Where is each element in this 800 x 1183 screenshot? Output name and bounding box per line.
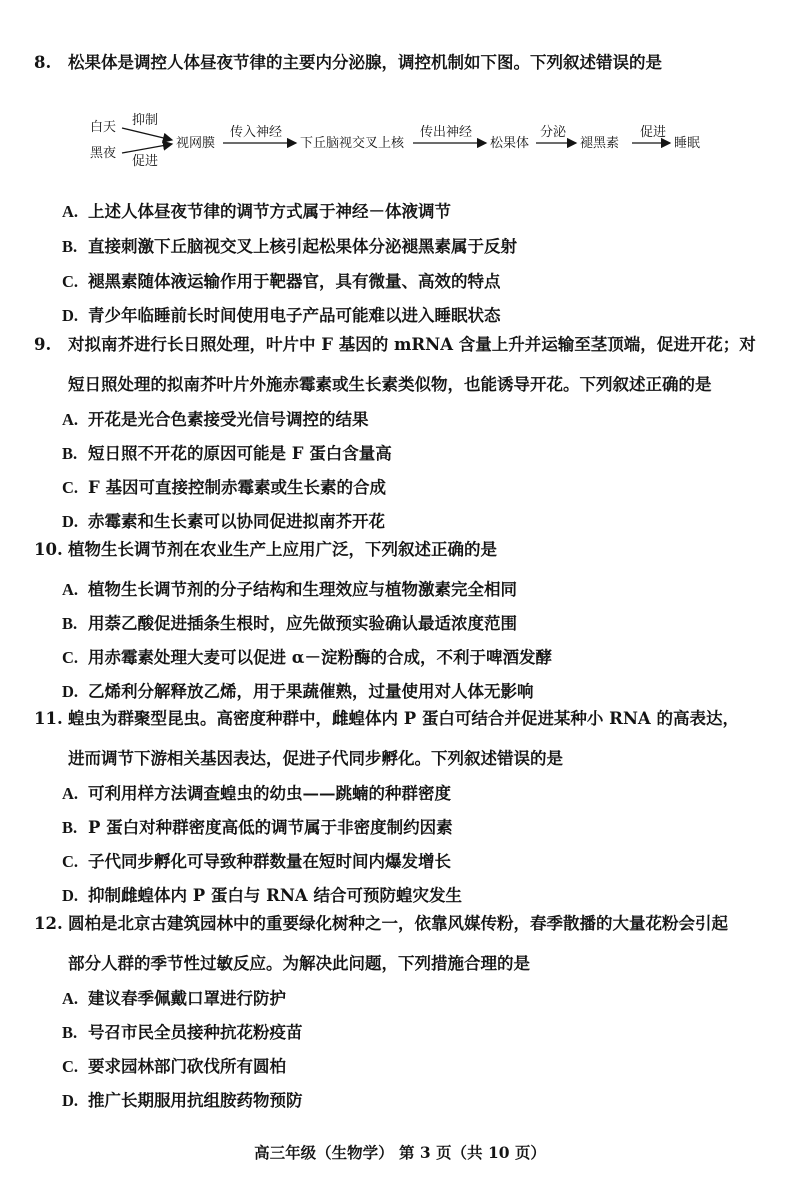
inhibit-arrow bbox=[122, 128, 172, 140]
option-label: B. bbox=[62, 614, 78, 633]
question-11-option-d[interactable] bbox=[62, 882, 462, 906]
option-text: 要求园林部门砍伐所有圆柏 bbox=[88, 1057, 286, 1076]
option-text: 短日照不开花的原因可能是 F 蛋白含量高 bbox=[88, 444, 392, 463]
question-10-option-b[interactable] bbox=[62, 610, 517, 634]
promote-label: 促进 bbox=[132, 154, 159, 169]
option-label: A. bbox=[62, 784, 79, 803]
question-12-option-d[interactable] bbox=[62, 1087, 303, 1111]
option-text: 建议春季佩戴口罩进行防护 bbox=[88, 989, 286, 1008]
daytime-label: 白天 bbox=[90, 120, 117, 135]
question-11-option-a[interactable] bbox=[62, 780, 451, 804]
option-text: 可利用样方法调查蝗虫的幼虫——跳蝻的种群密度 bbox=[88, 784, 451, 803]
option-label: D. bbox=[62, 682, 79, 701]
option-label: B. bbox=[62, 237, 78, 256]
option-label: B. bbox=[62, 444, 78, 463]
promote-arrow bbox=[122, 144, 172, 153]
option-text: P 蛋白对种群密度高低的调节属于非密度制约因素 bbox=[88, 818, 453, 837]
promote-sleep-label: 促进 bbox=[640, 125, 667, 140]
question-number: 8. bbox=[34, 53, 52, 72]
option-text: 植物生长调节剂的分子结构和生理效应与植物激素完全相同 bbox=[88, 580, 517, 599]
option-label: A. bbox=[62, 410, 79, 429]
question-11-option-b[interactable] bbox=[62, 814, 453, 838]
question-12-option-a[interactable] bbox=[62, 985, 286, 1009]
option-text: 开花是光合色素接受光信号调控的结果 bbox=[88, 410, 369, 429]
inhibit-label: 抑制 bbox=[132, 113, 159, 128]
question-9-option-b[interactable] bbox=[62, 440, 392, 464]
option-label: C. bbox=[62, 1057, 79, 1076]
question-12-stem-continued: 部分人群的季节性过敏反应。为解决此问题，下列措施合理的是 bbox=[68, 954, 530, 973]
option-label: C. bbox=[62, 648, 79, 667]
question-number: 12. bbox=[34, 914, 63, 933]
option-text: 褪黑素随体液运输作用于靶器官，具有微量、高效的特点 bbox=[88, 272, 501, 291]
secrete-label: 分泌 bbox=[540, 125, 567, 140]
question-12-stem bbox=[34, 916, 764, 933]
question-number: 11. bbox=[34, 709, 63, 728]
question-text: 对拟南芥进行长日照处理，叶片中 F 基因的 mRNA 含量上升并运输至茎顶端，促进开花；对 bbox=[68, 335, 756, 354]
question-text: 松果体是调控人体昼夜节律的主要内分泌腺，调控机制如下图。下列叙述错误的是 bbox=[68, 53, 662, 72]
question-10-option-a[interactable] bbox=[62, 576, 517, 600]
question-text: 蝗虫为群聚型昆虫。高密度种群中，雌蝗体内 P 蛋白可结合并促进某种小 RNA 的高表达， bbox=[68, 709, 739, 728]
pineal-regulation-diagram bbox=[80, 112, 720, 172]
scn-node: 下丘脑视交叉上核 bbox=[300, 136, 405, 151]
question-8-option-b[interactable] bbox=[62, 233, 517, 257]
option-label: D. bbox=[62, 1091, 79, 1110]
question-9-option-a[interactable] bbox=[62, 406, 369, 430]
option-text: 抑制雌蝗体内 P 蛋白与 RNA 结合可预防蝗灾发生 bbox=[88, 886, 462, 905]
option-text: 推广长期服用抗组胺药物预防 bbox=[88, 1091, 303, 1110]
option-label: A. bbox=[62, 989, 79, 1008]
question-9-option-c[interactable] bbox=[62, 474, 386, 498]
option-text: F 基因可直接控制赤霉素或生长素的合成 bbox=[88, 478, 386, 497]
option-label: D. bbox=[62, 306, 79, 325]
question-12-option-c[interactable] bbox=[62, 1053, 286, 1077]
page-footer: 高三年级（生物学） 第 3 页（共 10 页） bbox=[254, 1143, 546, 1162]
option-text: 用赤霉素处理大麦可以促进 α－淀粉酶的合成，不利于啤酒发酵 bbox=[88, 648, 552, 667]
option-label: C. bbox=[62, 852, 79, 871]
pineal-node: 松果体 bbox=[490, 136, 530, 151]
option-text: 赤霉素和生长素可以协同促进拟南芥开花 bbox=[88, 512, 385, 531]
option-text: 号召市民全员接种抗花粉疫苗 bbox=[88, 1023, 303, 1042]
option-text: 子代同步孵化可导致种群数量在短时间内爆发增长 bbox=[88, 852, 451, 871]
option-label: B. bbox=[62, 818, 78, 837]
sleep-node: 睡眠 bbox=[674, 136, 701, 151]
question-10-stem bbox=[34, 542, 764, 559]
question-8-option-a[interactable] bbox=[62, 198, 451, 222]
option-label: C. bbox=[62, 478, 79, 497]
question-11-stem-continued: 进而调节下游相关基因表达，促进子代同步孵化。下列叙述错误的是 bbox=[68, 749, 563, 768]
option-label: A. bbox=[62, 580, 79, 599]
option-text: 乙烯利分解释放乙烯，用于果蔬催熟，过量使用对人体无影响 bbox=[88, 682, 534, 701]
retina-node: 视网膜 bbox=[176, 136, 216, 151]
question-12-option-b[interactable] bbox=[62, 1019, 303, 1043]
question-9-stem bbox=[34, 337, 764, 354]
afferent-nerve-label: 传入神经 bbox=[230, 125, 283, 140]
question-number: 9. bbox=[34, 335, 52, 354]
option-text: 青少年临睡前长时间使用电子产品可能难以进入睡眠状态 bbox=[88, 306, 501, 325]
option-text: 直接刺激下丘脑视交叉上核引起松果体分泌褪黑素属于反射 bbox=[88, 237, 517, 256]
question-11-stem bbox=[34, 711, 764, 728]
option-label: A. bbox=[62, 202, 79, 221]
question-8-option-c[interactable] bbox=[62, 268, 501, 292]
option-text: 用萘乙酸促进插条生根时，应先做预实验确认最适浓度范围 bbox=[88, 614, 517, 633]
question-10-option-d[interactable] bbox=[62, 678, 534, 702]
efferent-nerve-label: 传出神经 bbox=[420, 125, 473, 140]
option-label: D. bbox=[62, 886, 79, 905]
question-9-stem-continued: 短日照处理的拟南芥叶片外施赤霉素或生长素类似物，也能诱导开花。下列叙述正确的是 bbox=[68, 375, 712, 394]
question-number: 10. bbox=[34, 540, 63, 559]
question-8-option-d[interactable] bbox=[62, 302, 501, 326]
option-label: C. bbox=[62, 272, 79, 291]
question-text: 植物生长调节剂在农业生产上应用广泛，下列叙述正确的是 bbox=[68, 540, 497, 559]
question-11-option-c[interactable] bbox=[62, 848, 451, 872]
question-10-option-c[interactable] bbox=[62, 644, 552, 668]
melatonin-node: 褪黑素 bbox=[580, 136, 620, 151]
question-8-stem bbox=[34, 55, 764, 72]
question-text: 圆柏是北京古建筑园林中的重要绿化树种之一，依靠风媒传粉，春季散播的大量花粉会引起 bbox=[68, 914, 728, 933]
question-9-option-d[interactable] bbox=[62, 508, 385, 532]
option-text: 上述人体昼夜节律的调节方式属于神经－体液调节 bbox=[88, 202, 451, 221]
option-label: D. bbox=[62, 512, 79, 531]
night-label: 黑夜 bbox=[90, 146, 117, 161]
option-label: B. bbox=[62, 1023, 78, 1042]
